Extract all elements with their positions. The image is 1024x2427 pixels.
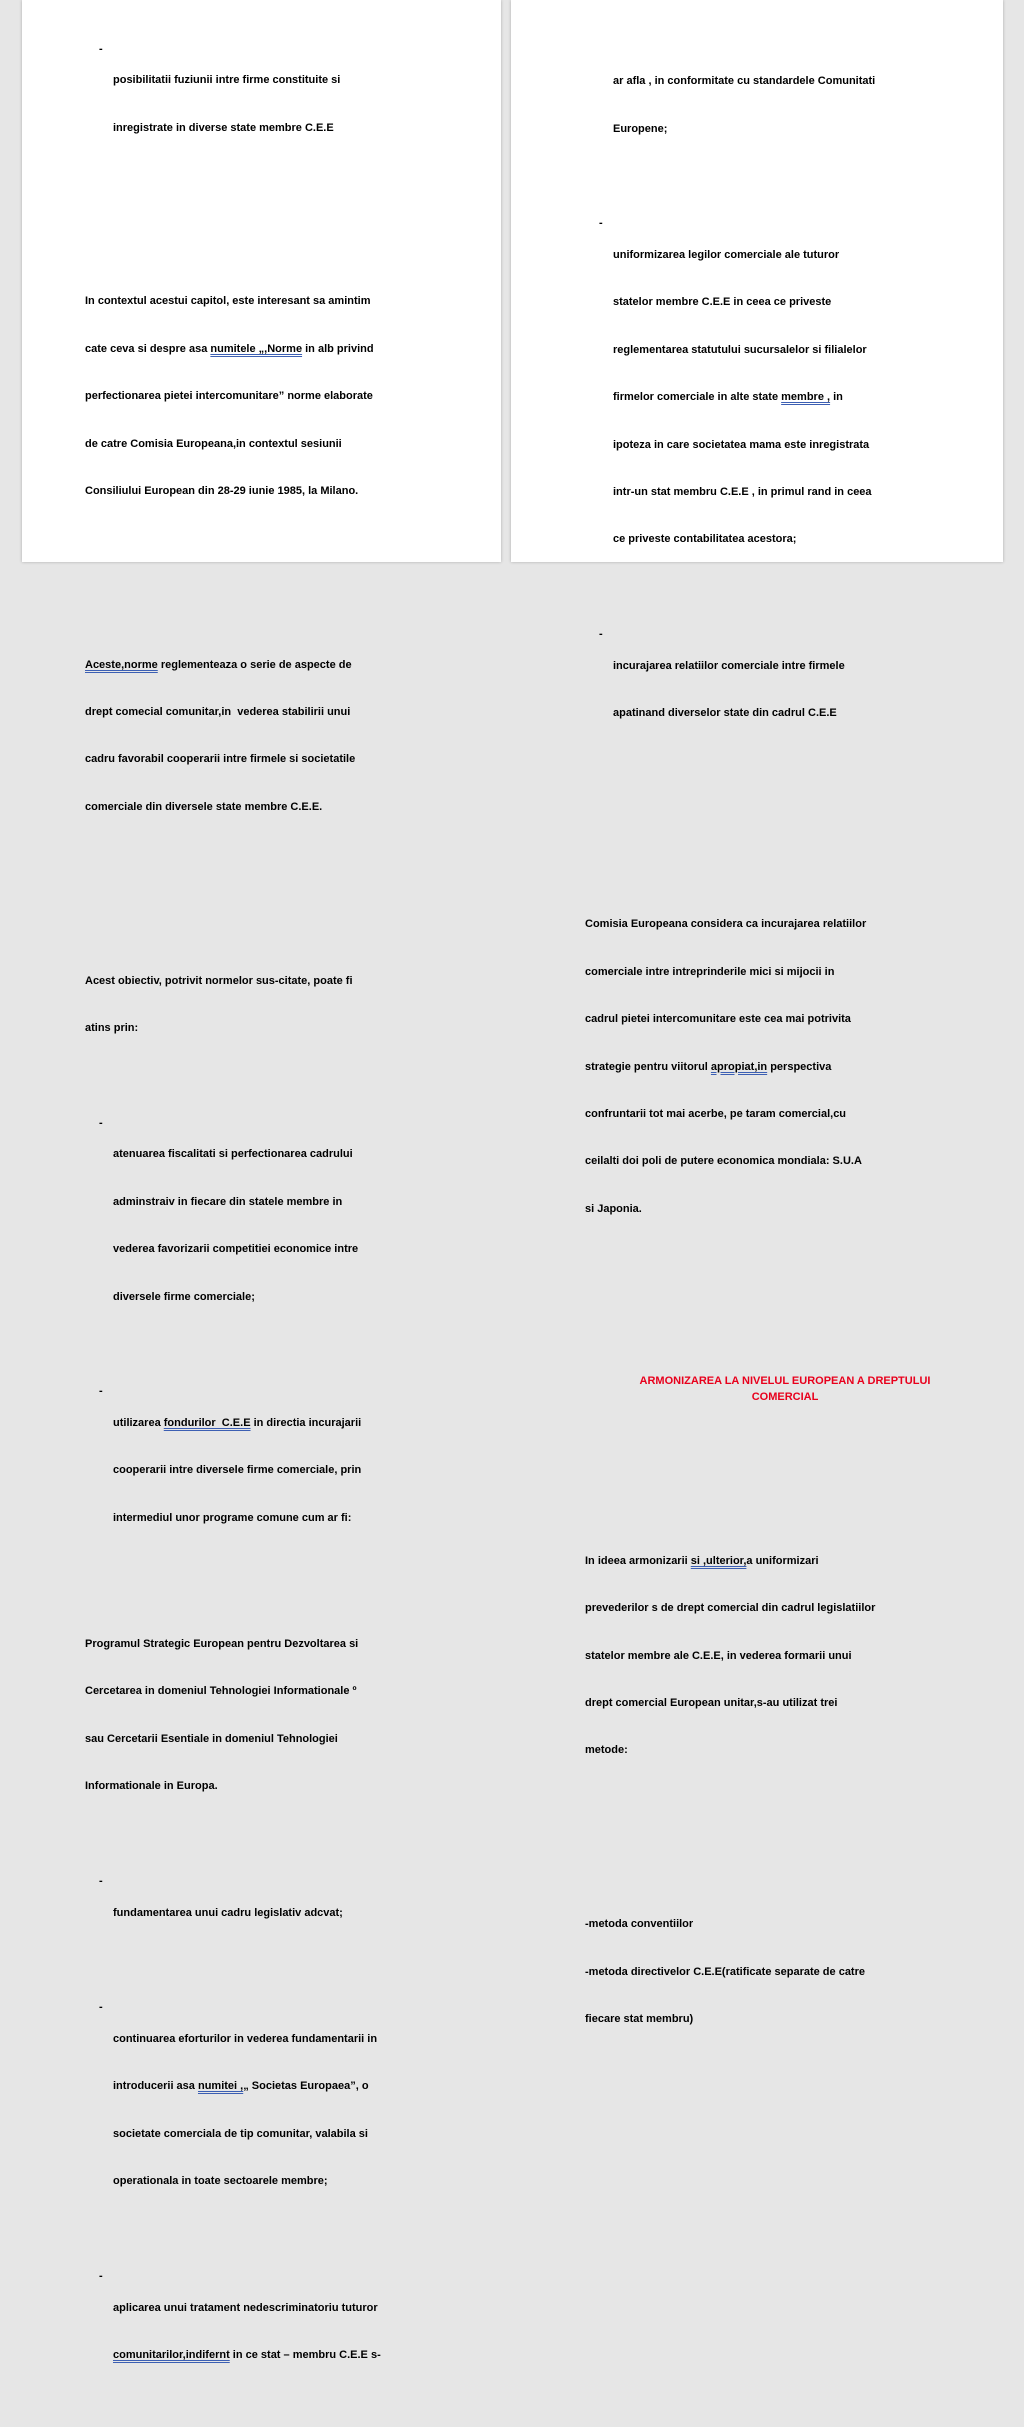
paragraph-norme: Aceste,norme reglementeaza o serie de aspecte de drept comecial comunitar,in vederea stabilirii unui cadru favorabil cooperarii intre firmele si societatile comerciale din diversele state membre C.E.E. xyxy=(85,658,356,813)
page-text-left xyxy=(85,10,485,2427)
document-page-right xyxy=(511,0,1003,2026)
spellcheck-word[interactable]: fondurilor C.E.E xyxy=(163,1416,251,1429)
bullet-incurajare: - incurajarea relatiilor comerciale intre firmele apatinand diverselor state din cadrul C.E.E xyxy=(585,627,985,753)
spellcheck-word[interactable]: Aceste,norme xyxy=(85,658,158,671)
spellcheck-word[interactable]: si ,ulterior, xyxy=(690,1554,747,1567)
section-heading: ARMONIZAREA LA NIVELUL EUROPEAN A DREPTULUI COMERCIAL xyxy=(639,1374,931,1403)
document-page-left xyxy=(22,0,501,2361)
page-text-right xyxy=(585,11,985,2091)
bullet-continuation: ar afla , in conformitate cu standardele Comunitati Europene; xyxy=(613,75,876,135)
paragraph-program: Programul Strategic European pentru Dezvoltarea si Cercetarea in domeniul Tehnologiei Informationale º sau Cercetarii Esentiale in domeniul Tehnologiei Informationale in Europa. xyxy=(85,1638,359,1793)
method-directive-cont: fiecare stat membru) xyxy=(585,2013,694,2026)
spellcheck-word[interactable]: membre , xyxy=(781,391,831,404)
bullet-societas: - continuarea eforturilor in vederea fundamentarii in introducerii asa numitei ,„ Societas Europaea”, o societate comerciala de tip comunitar, valabila si operationala in toate sectoarele membre; xyxy=(85,2000,485,2221)
paragraph-context: In contextul acestui capitol, este interesant sa amintim cate ceva si despre asa numitele „,Norme in alb privind perfectionarea pietei intercomunitare” norme elaborate de catre Comisia Europeana,in contextul sesiunii Consiliului European din 28-29 iunie 1985, la Milano. xyxy=(85,295,374,497)
methods-list xyxy=(585,1886,985,2060)
bullet-fiscalitate: - atenuarea fiscalitati si perfectionarea cadrului adminstraiv in fiecare din statele membre in vederea favorizarii competitiei economice intre diversele firme comerciale; xyxy=(85,1116,485,1337)
bullet-tratament: - aplicarea unui tratament nedescriminatoriu tuturor comunitarilor,indifernt in ce stat – membru C.E.E s- xyxy=(85,2269,485,2395)
paragraph-armonizare: In ideea armonizarii si ,ulterior,a uniformizari prevederilor s de drept comercial din cadrul legislatiilor statelor membre ale C.E.E, in vederea formarii unui drept comercial European unitar,s-au utilizat trei metode: xyxy=(585,1554,876,1757)
bullet-fonduri: - utilizarea fondurilor C.E.E in directia incurajarii cooperarii intre diversele firme comerciale, prin intermediul unor programe comune cum ar fi: xyxy=(85,1384,485,1558)
paragraph-comisia: Comisia Europeana considera ca incurajarea relatiilor comerciale intre intreprinderile mici si mijocii in cadrul pietei intercomunitare este cea mai potrivita strategie pentru viitorul apropiat,in perspectiva confruntarii tot mai acerbe, pe taram comercial,cu ceilalti doi poli de putere economica mondiala: S.U.A si Japonia. xyxy=(585,918,867,1215)
bullet-uniformizare: - uniformizarea legilor comerciale ale tuturor statelor membre C.E.E in ceea ce priveste reglementarea statutului sucursalelor si filialelor firmelor comerciale in alte state membre , in ipoteza in care societatea mama este inregistrata intr-un stat membru C.E.E , in primul rand in ceea ce priveste contabilitatea acestora; xyxy=(585,216,985,579)
spellcheck-word[interactable]: numitele „,Norme xyxy=(210,342,303,355)
spellcheck-word[interactable]: apropiat,in xyxy=(710,1060,768,1073)
spellcheck-word[interactable]: numitei , xyxy=(197,2080,244,2093)
paragraph-objective: Acest obiectiv, potrivit normelor sus-citate, poate fi atins prin: xyxy=(85,974,353,1034)
bullet-fuziuni: - posibilitatii fuziunii intre firme constituite si inregistrate in diverse state membre C.E.E xyxy=(85,42,485,168)
method-directive: -metoda directivelor C.E.E(ratificate separate de catre xyxy=(585,1965,865,1978)
spellcheck-word[interactable]: comunitarilor,indifernt xyxy=(113,2348,230,2361)
method-conventii: -metoda conventiilor xyxy=(585,1918,694,1931)
bullet-legislativ: - fundamentarea unui cadru legislativ adcvat; xyxy=(85,1874,485,1953)
